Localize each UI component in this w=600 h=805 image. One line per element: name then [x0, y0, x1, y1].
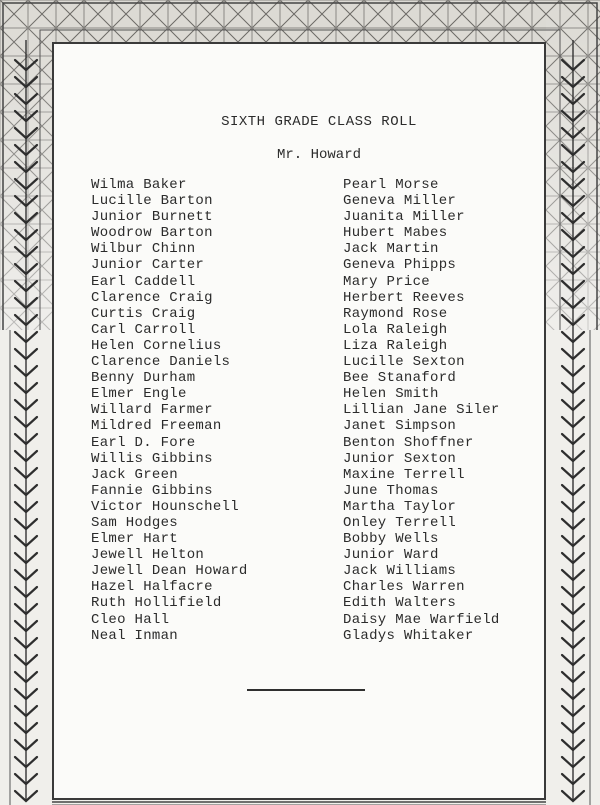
student-name: Gladys Whitaker: [343, 627, 474, 644]
student-name: Junior Ward: [343, 547, 439, 564]
student-name: Hazel Halfacre: [91, 579, 213, 596]
student-name: Lucille Barton: [91, 193, 213, 210]
student-name: Benny Durham: [91, 370, 196, 387]
student-name: Junior Sexton: [343, 450, 457, 467]
student-name: Carl Carroll: [91, 321, 196, 338]
student-name: Elmer Hart: [91, 531, 179, 548]
student-name: Jack Williams: [343, 563, 457, 580]
page-title: SIXTH GRADE CLASS ROLL: [221, 114, 417, 130]
student-name: Fannie Gibbins: [91, 482, 213, 499]
student-name: Cleo Hall: [91, 611, 170, 628]
student-name: Clarence Craig: [91, 289, 213, 306]
student-name: Raymond Rose: [343, 305, 448, 322]
student-name: Junior Burnett: [91, 209, 213, 226]
student-name: Herbert Reeves: [343, 289, 465, 306]
student-name: Liza Raleigh: [343, 337, 448, 354]
student-name: Martha Taylor: [343, 498, 457, 515]
student-name: Clarence Daniels: [91, 354, 231, 371]
student-name: Jewell Helton: [91, 547, 205, 564]
student-name: Lola Raleigh: [343, 321, 448, 338]
signature-rule: [247, 689, 365, 691]
student-name: Junior Carter: [91, 257, 205, 274]
student-name: Onley Terrell: [343, 514, 457, 531]
student-name: Jack Martin: [343, 241, 439, 258]
student-name: Elmer Engle: [91, 386, 187, 403]
student-name: Earl Caddell: [91, 273, 196, 290]
student-name: Willis Gibbins: [91, 450, 213, 467]
student-name: Juanita Miller: [343, 209, 465, 226]
student-name: Daisy Mae Warfield: [343, 611, 500, 628]
roll-panel: [52, 42, 546, 800]
student-name: Ruth Hollifield: [91, 595, 222, 612]
student-name: Pearl Morse: [343, 177, 439, 193]
student-name: Sam Hodges: [91, 514, 179, 531]
student-name: Hubert Mabes: [343, 225, 448, 242]
student-name: Lillian Jane Siler: [343, 402, 500, 419]
student-name: Jack Green: [91, 466, 179, 483]
student-name: Edith Walters: [343, 595, 457, 612]
student-name: Geneva Miller: [343, 193, 457, 210]
student-name: June Thomas: [343, 482, 439, 499]
names-column-left: [91, 177, 248, 644]
student-name: Woodrow Barton: [91, 225, 213, 242]
student-name: Helen Smith: [343, 386, 439, 403]
student-name: Helen Cornelius: [91, 337, 222, 354]
student-name: Bobby Wells: [343, 531, 439, 548]
student-name: Willard Farmer: [91, 402, 213, 419]
student-name: Wilbur Chinn: [91, 241, 196, 258]
student-name: Bee Stanaford: [343, 370, 457, 387]
names-column-right: [343, 177, 500, 644]
student-name: Victor Hounschell: [91, 498, 239, 515]
student-name: Janet Simpson: [343, 418, 457, 435]
student-name: Mildred Freeman: [91, 418, 222, 435]
student-name: Charles Warren: [343, 579, 465, 596]
student-name: Mary Price: [343, 273, 431, 290]
student-name: Geneva Phipps: [343, 257, 457, 274]
student-name: Wilma Baker: [91, 177, 187, 193]
student-name: Jewell Dean Howard: [91, 563, 248, 580]
student-name: Earl D. Fore: [91, 434, 196, 451]
student-name: Benton Shoffner: [343, 434, 474, 451]
student-name: Maxine Terrell: [343, 466, 465, 483]
student-name: Curtis Craig: [91, 305, 196, 322]
student-name: Neal Inman: [91, 627, 179, 644]
teacher-name: Mr. Howard: [276, 147, 361, 163]
student-name: Lucille Sexton: [343, 354, 465, 371]
